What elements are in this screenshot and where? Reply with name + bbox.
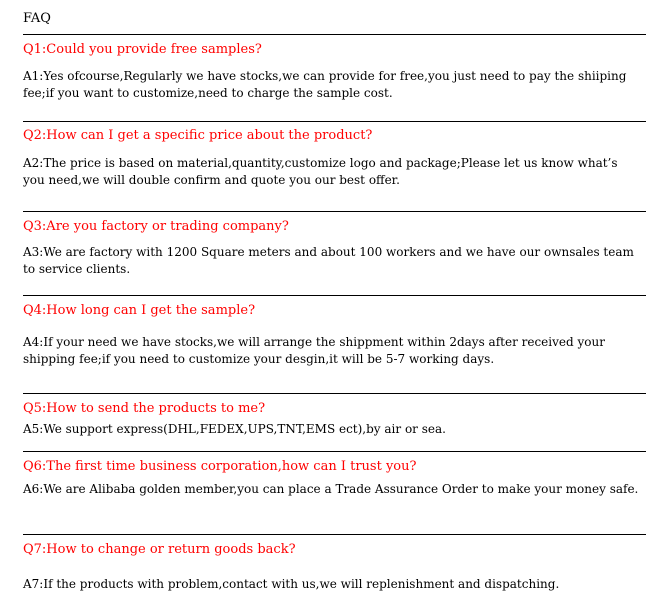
divider bbox=[23, 295, 646, 296]
faq-answer-2: A2:The price is based on material,quantity,customize logo and package;Please let us know what’s you need,we will double confirm and quote you our best offer. bbox=[23, 156, 618, 187]
divider bbox=[23, 534, 646, 535]
divider bbox=[23, 121, 646, 122]
divider bbox=[23, 34, 646, 35]
faq-question-1: Q1:Could you provide free samples? bbox=[23, 42, 262, 57]
faq-answer-3: A3:We are factory with 1200 Square meters and about 100 workers and we have our ownsales team to service clients. bbox=[23, 245, 634, 276]
faq-answer-7: A7:If the products with problem,contact with us,we will replenishment and dispatching. bbox=[23, 577, 560, 591]
faq-question-6: Q6:The first time business corporation,how can I trust you? bbox=[23, 459, 417, 474]
divider bbox=[23, 211, 646, 212]
faq-question-5: Q5:How to send the products to me? bbox=[23, 401, 266, 416]
faq-answer-5: A5:We support express(DHL,FEDEX,UPS,TNT,EMS ect),by air or sea. bbox=[23, 422, 446, 436]
faq-question-3: Q3:Are you factory or trading company? bbox=[23, 219, 289, 234]
faq-question-7: Q7:How to change or return goods back? bbox=[23, 542, 296, 557]
divider bbox=[23, 393, 646, 394]
page-title: FAQ bbox=[23, 11, 51, 26]
faq-question-2: Q2:How can I get a specific price about the product? bbox=[23, 128, 373, 143]
divider bbox=[23, 451, 646, 452]
faq-answer-4: A4:If your need we have stocks,we will arrange the shippment within 2days after received your shipping fee;if you need to customize your desgin,it will be 5-7 working days. bbox=[23, 335, 605, 366]
faq-answer-1: A1:Yes ofcourse,Regularly we have stocks,we can provide for free,you just need to pay the shiiping fee;if you want to customize,need to charge the sample cost. bbox=[23, 69, 627, 100]
faq-question-4: Q4:How long can I get the sample? bbox=[23, 303, 256, 318]
faq-answer-6: A6:We are Alibaba golden member,you can place a Trade Assurance Order to make your money safe. bbox=[23, 482, 639, 496]
